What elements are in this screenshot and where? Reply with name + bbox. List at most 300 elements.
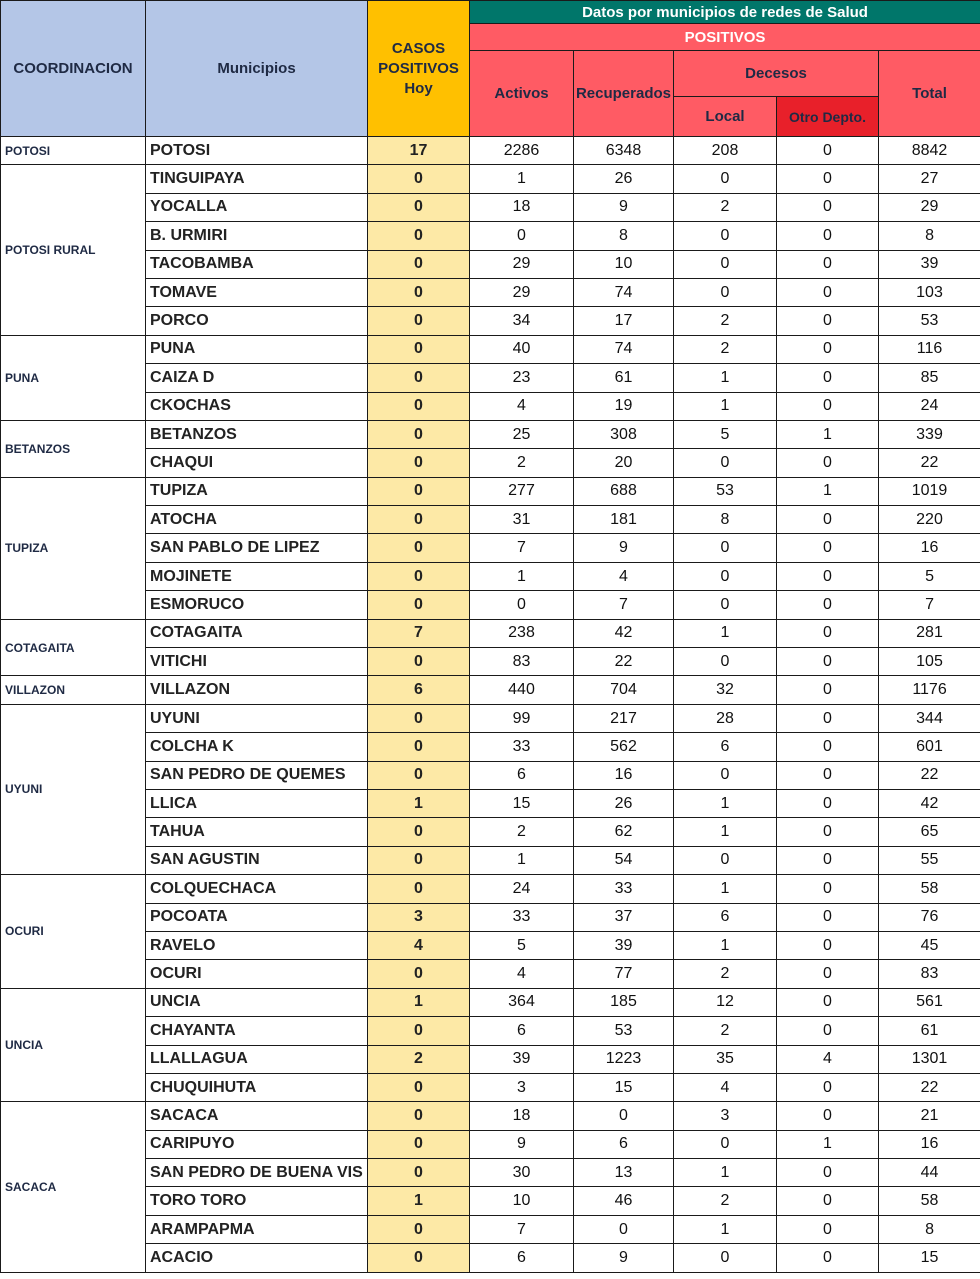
total-cell: 76 <box>879 903 980 931</box>
casos-hoy-cell: 7 <box>368 619 470 647</box>
decesos-local-cell: 1 <box>674 818 777 846</box>
activos-cell: 7 <box>470 1215 574 1243</box>
casos-hoy-cell: 0 <box>368 193 470 221</box>
decesos-otro-cell: 0 <box>777 449 879 477</box>
activos-cell: 9 <box>470 1130 574 1158</box>
decesos-otro-cell: 0 <box>777 335 879 363</box>
casos-hoy-cell: 0 <box>368 222 470 250</box>
municipio-cell: TUPIZA <box>146 477 368 505</box>
total-cell: 55 <box>879 846 980 874</box>
recuperados-cell: 217 <box>574 704 674 732</box>
table-row <box>1 222 980 250</box>
casos-hoy-cell: 6 <box>368 676 470 704</box>
decesos-otro-cell: 0 <box>777 676 879 704</box>
table-row <box>1 420 980 448</box>
decesos-otro-cell: 0 <box>777 165 879 193</box>
table-row <box>1 704 980 732</box>
recuperados-cell: 61 <box>574 364 674 392</box>
decesos-local-cell: 0 <box>674 562 777 590</box>
decesos-local-cell: 35 <box>674 1045 777 1073</box>
total-cell: 83 <box>879 960 980 988</box>
casos-hoy-cell: 0 <box>368 364 470 392</box>
decesos-local-cell: 2 <box>674 1187 777 1215</box>
decesos-local-cell: 0 <box>674 449 777 477</box>
decesos-local-cell: 6 <box>674 903 777 931</box>
municipio-cell: TORO TORO <box>146 1187 368 1215</box>
decesos-otro-cell: 0 <box>777 193 879 221</box>
decesos-local-cell: 5 <box>674 420 777 448</box>
decesos-otro-cell: 0 <box>777 648 879 676</box>
recuperados-cell: 10 <box>574 250 674 278</box>
header-municipios: Municipios <box>146 1 368 137</box>
activos-cell: 34 <box>470 307 574 335</box>
decesos-local-cell: 2 <box>674 960 777 988</box>
activos-cell: 24 <box>470 875 574 903</box>
municipio-cell: LLICA <box>146 789 368 817</box>
decesos-otro-cell: 0 <box>777 1159 879 1187</box>
casos-hoy-cell: 0 <box>368 1159 470 1187</box>
decesos-local-cell: 1 <box>674 875 777 903</box>
activos-cell: 4 <box>470 960 574 988</box>
header-top-title: Datos por municipios de redes de Salud <box>470 1 980 24</box>
total-cell: 339 <box>879 420 980 448</box>
recuperados-cell: 0 <box>574 1215 674 1243</box>
decesos-otro-cell: 1 <box>777 420 879 448</box>
decesos-local-cell: 0 <box>674 165 777 193</box>
recuperados-cell: 20 <box>574 449 674 477</box>
activos-cell: 7 <box>470 534 574 562</box>
casos-hoy-cell: 0 <box>368 1017 470 1045</box>
casos-hoy-cell: 0 <box>368 392 470 420</box>
recuperados-cell: 74 <box>574 278 674 306</box>
casos-hoy-cell: 0 <box>368 591 470 619</box>
coordinacion-cell: UYUNI <box>1 704 146 874</box>
table-row <box>1 988 980 1016</box>
municipio-cell: UYUNI <box>146 704 368 732</box>
recuperados-cell: 33 <box>574 875 674 903</box>
decesos-local-cell: 0 <box>674 534 777 562</box>
table-row <box>1 562 980 590</box>
coordinacion-cell: OCURI <box>1 875 146 989</box>
casos-hoy-cell: 0 <box>368 733 470 761</box>
activos-cell: 15 <box>470 789 574 817</box>
total-cell: 8 <box>879 222 980 250</box>
municipio-cell: SAN PABLO DE LIPEZ <box>146 534 368 562</box>
casos-hoy-cell: 0 <box>368 875 470 903</box>
decesos-otro-cell: 0 <box>777 364 879 392</box>
casos-hoy-cell: 17 <box>368 137 470 165</box>
recuperados-cell: 9 <box>574 534 674 562</box>
recuperados-cell: 37 <box>574 903 674 931</box>
recuperados-cell: 9 <box>574 193 674 221</box>
decesos-local-cell: 1 <box>674 789 777 817</box>
table-row <box>1 307 980 335</box>
decesos-otro-cell: 0 <box>777 1187 879 1215</box>
activos-cell: 39 <box>470 1045 574 1073</box>
decesos-local-cell: 2 <box>674 193 777 221</box>
casos-hoy-cell: 0 <box>368 165 470 193</box>
decesos-local-cell: 2 <box>674 1017 777 1045</box>
decesos-otro-cell: 0 <box>777 1017 879 1045</box>
activos-cell: 1 <box>470 165 574 193</box>
decesos-local-cell: 0 <box>674 250 777 278</box>
recuperados-cell: 15 <box>574 1073 674 1101</box>
municipio-cell: COLCHA K <box>146 733 368 761</box>
casos-hoy-cell: 0 <box>368 846 470 874</box>
coordinacion-cell: SACACA <box>1 1102 146 1272</box>
municipio-cell: TACOBAMBA <box>146 250 368 278</box>
recuperados-cell: 688 <box>574 477 674 505</box>
decesos-otro-cell: 0 <box>777 222 879 250</box>
casos-hoy-cell: 1 <box>368 1187 470 1215</box>
header-activos: Activos <box>470 51 574 137</box>
decesos-otro-cell: 0 <box>777 704 879 732</box>
decesos-otro-cell: 0 <box>777 137 879 165</box>
total-cell: 61 <box>879 1017 980 1045</box>
decesos-otro-cell: 0 <box>777 619 879 647</box>
table-row <box>1 818 980 846</box>
total-cell: 53 <box>879 307 980 335</box>
municipio-cell: POCOATA <box>146 903 368 931</box>
table-row <box>1 1159 980 1187</box>
municipio-cell: ATOCHA <box>146 506 368 534</box>
table-row <box>1 137 980 165</box>
total-cell: 22 <box>879 761 980 789</box>
decesos-otro-cell: 0 <box>777 960 879 988</box>
total-cell: 22 <box>879 449 980 477</box>
municipio-cell: PORCO <box>146 307 368 335</box>
casos-hoy-cell: 0 <box>368 562 470 590</box>
activos-cell: 1 <box>470 846 574 874</box>
table-row <box>1 1215 980 1243</box>
decesos-local-cell: 0 <box>674 1130 777 1158</box>
table-row <box>1 364 980 392</box>
decesos-otro-cell: 0 <box>777 278 879 306</box>
municipio-cell: COLQUECHACA <box>146 875 368 903</box>
casos-hoy-cell: 2 <box>368 1045 470 1073</box>
recuperados-cell: 16 <box>574 761 674 789</box>
decesos-otro-cell: 0 <box>777 562 879 590</box>
decesos-local-cell: 2 <box>674 307 777 335</box>
activos-cell: 33 <box>470 903 574 931</box>
decesos-local-cell: 2 <box>674 335 777 363</box>
decesos-local-cell: 4 <box>674 1073 777 1101</box>
total-cell: 58 <box>879 875 980 903</box>
decesos-local-cell: 0 <box>674 761 777 789</box>
total-cell: 65 <box>879 818 980 846</box>
decesos-local-cell: 1 <box>674 1159 777 1187</box>
total-cell: 39 <box>879 250 980 278</box>
total-cell: 8842 <box>879 137 980 165</box>
decesos-otro-cell: 0 <box>777 875 879 903</box>
recuperados-cell: 26 <box>574 789 674 817</box>
decesos-otro-cell: 0 <box>777 534 879 562</box>
decesos-otro-cell: 0 <box>777 789 879 817</box>
activos-cell: 5 <box>470 931 574 959</box>
casos-hoy-cell: 0 <box>368 250 470 278</box>
table-row <box>1 931 980 959</box>
activos-cell: 6 <box>470 1244 574 1272</box>
decesos-local-cell: 0 <box>674 222 777 250</box>
table-row <box>1 278 980 306</box>
recuperados-cell: 46 <box>574 1187 674 1215</box>
municipio-cell: SACACA <box>146 1102 368 1130</box>
total-cell: 24 <box>879 392 980 420</box>
casos-hoy-cell: 0 <box>368 1215 470 1243</box>
table-row <box>1 250 980 278</box>
total-cell: 58 <box>879 1187 980 1215</box>
activos-cell: 83 <box>470 648 574 676</box>
casos-hoy-cell: 0 <box>368 761 470 789</box>
municipio-cell: B. URMIRI <box>146 222 368 250</box>
activos-cell: 1 <box>470 562 574 590</box>
recuperados-cell: 185 <box>574 988 674 1016</box>
activos-cell: 2 <box>470 449 574 477</box>
municipio-cell: SAN AGUSTIN <box>146 846 368 874</box>
table-row <box>1 733 980 761</box>
activos-cell: 6 <box>470 761 574 789</box>
table-row <box>1 1244 980 1272</box>
coordinacion-cell: COTAGAITA <box>1 619 146 676</box>
municipio-cell: VITICHI <box>146 648 368 676</box>
activos-cell: 0 <box>470 222 574 250</box>
casos-hoy-cell: 0 <box>368 704 470 732</box>
table-row <box>1 534 980 562</box>
activos-cell: 4 <box>470 392 574 420</box>
decesos-otro-cell: 0 <box>777 733 879 761</box>
casos-hoy-cell: 3 <box>368 903 470 931</box>
table-row <box>1 1045 980 1073</box>
total-cell: 1301 <box>879 1045 980 1073</box>
recuperados-cell: 13 <box>574 1159 674 1187</box>
header-positivos: POSITIVOS <box>470 24 980 51</box>
recuperados-cell: 4 <box>574 562 674 590</box>
municipio-cell: TAHUA <box>146 818 368 846</box>
total-cell: 220 <box>879 506 980 534</box>
activos-cell: 99 <box>470 704 574 732</box>
recuperados-cell: 54 <box>574 846 674 874</box>
table-row <box>1 960 980 988</box>
coordinacion-cell: BETANZOS <box>1 420 146 477</box>
decesos-otro-cell: 0 <box>777 307 879 335</box>
table-row <box>1 477 980 505</box>
municipio-cell: UNCIA <box>146 988 368 1016</box>
recuperados-cell: 62 <box>574 818 674 846</box>
activos-cell: 364 <box>470 988 574 1016</box>
table-row <box>1 506 980 534</box>
municipio-cell: MOJINETE <box>146 562 368 590</box>
header-local: Local <box>674 97 777 137</box>
casos-hoy-cell: 0 <box>368 307 470 335</box>
casos-hoy-cell: 0 <box>368 818 470 846</box>
total-cell: 8 <box>879 1215 980 1243</box>
casos-hoy-cell: 0 <box>368 420 470 448</box>
table-body <box>1 137 980 1273</box>
recuperados-cell: 17 <box>574 307 674 335</box>
recuperados-cell: 39 <box>574 931 674 959</box>
header-otro-depto: Otro Depto. <box>777 97 879 137</box>
decesos-local-cell: 32 <box>674 676 777 704</box>
activos-cell: 29 <box>470 250 574 278</box>
table-row <box>1 1102 980 1130</box>
casos-hoy-cell: 0 <box>368 1130 470 1158</box>
municipio-cell: SAN PEDRO DE QUEMES <box>146 761 368 789</box>
decesos-local-cell: 208 <box>674 137 777 165</box>
casos-hoy-cell: 0 <box>368 449 470 477</box>
municipio-cell: VILLAZON <box>146 676 368 704</box>
coordinacion-cell: PUNA <box>1 335 146 420</box>
recuperados-cell: 74 <box>574 335 674 363</box>
municipio-cell: ESMORUCO <box>146 591 368 619</box>
header-decesos: Decesos <box>674 51 879 97</box>
municipio-cell: TOMAVE <box>146 278 368 306</box>
activos-cell: 40 <box>470 335 574 363</box>
table-row <box>1 1017 980 1045</box>
activos-cell: 238 <box>470 619 574 647</box>
decesos-otro-cell: 0 <box>777 931 879 959</box>
decesos-local-cell: 0 <box>674 591 777 619</box>
activos-cell: 6 <box>470 1017 574 1045</box>
municipio-cell: TINGUIPAYA <box>146 165 368 193</box>
decesos-otro-cell: 0 <box>777 591 879 619</box>
total-cell: 601 <box>879 733 980 761</box>
activos-cell: 277 <box>470 477 574 505</box>
recuperados-cell: 19 <box>574 392 674 420</box>
total-cell: 281 <box>879 619 980 647</box>
total-cell: 7 <box>879 591 980 619</box>
decesos-otro-cell: 0 <box>777 761 879 789</box>
decesos-otro-cell: 0 <box>777 1215 879 1243</box>
decesos-local-cell: 53 <box>674 477 777 505</box>
municipio-cell: BETANZOS <box>146 420 368 448</box>
decesos-local-cell: 0 <box>674 846 777 874</box>
decesos-local-cell: 0 <box>674 1244 777 1272</box>
decesos-local-cell: 0 <box>674 648 777 676</box>
municipio-cell: SAN PEDRO DE BUENA VIS <box>146 1159 368 1187</box>
recuperados-cell: 9 <box>574 1244 674 1272</box>
total-cell: 1176 <box>879 676 980 704</box>
municipio-cell: CARIPUYO <box>146 1130 368 1158</box>
casos-hoy-cell: 0 <box>368 477 470 505</box>
coordinacion-cell: POTOSI RURAL <box>1 165 146 335</box>
activos-cell: 0 <box>470 591 574 619</box>
activos-cell: 18 <box>470 193 574 221</box>
table-row <box>1 392 980 420</box>
casos-hoy-cell: 1 <box>368 789 470 817</box>
municipio-cell: ARAMPAPMA <box>146 1215 368 1243</box>
table-row <box>1 761 980 789</box>
decesos-local-cell: 28 <box>674 704 777 732</box>
header-recuperados: Recuperados <box>574 51 674 137</box>
municipio-cell: YOCALLA <box>146 193 368 221</box>
recuperados-cell: 1223 <box>574 1045 674 1073</box>
total-cell: 45 <box>879 931 980 959</box>
table-row <box>1 846 980 874</box>
recuperados-cell: 6 <box>574 1130 674 1158</box>
table-row <box>1 165 980 193</box>
total-cell: 5 <box>879 562 980 590</box>
activos-cell: 3 <box>470 1073 574 1101</box>
casos-hoy-cell: 0 <box>368 1102 470 1130</box>
municipio-cell: OCURI <box>146 960 368 988</box>
decesos-local-cell: 8 <box>674 506 777 534</box>
decesos-local-cell: 1 <box>674 619 777 647</box>
casos-hoy-cell: 0 <box>368 534 470 562</box>
total-cell: 1019 <box>879 477 980 505</box>
municipio-cell: COTAGAITA <box>146 619 368 647</box>
total-cell: 29 <box>879 193 980 221</box>
total-cell: 16 <box>879 1130 980 1158</box>
municipio-cell: RAVELO <box>146 931 368 959</box>
recuperados-cell: 77 <box>574 960 674 988</box>
header-casos-hoy: CASOS POSITIVOS Hoy <box>368 1 470 137</box>
table-row <box>1 789 980 817</box>
coordinacion-cell: UNCIA <box>1 988 146 1102</box>
decesos-otro-cell: 0 <box>777 988 879 1016</box>
activos-cell: 2286 <box>470 137 574 165</box>
total-cell: 27 <box>879 165 980 193</box>
casos-hoy-cell: 4 <box>368 931 470 959</box>
recuperados-cell: 704 <box>574 676 674 704</box>
municipio-cell: CHAYANTA <box>146 1017 368 1045</box>
table-row <box>1 1073 980 1101</box>
table-row <box>1 903 980 931</box>
header-coordinacion: COORDINACION <box>1 1 146 137</box>
activos-cell: 18 <box>470 1102 574 1130</box>
total-cell: 22 <box>879 1073 980 1101</box>
casos-hoy-cell: 0 <box>368 1244 470 1272</box>
table-row <box>1 449 980 477</box>
casos-hoy-cell: 0 <box>368 960 470 988</box>
total-cell: 116 <box>879 335 980 363</box>
coordinacion-cell: TUPIZA <box>1 477 146 619</box>
decesos-otro-cell: 4 <box>777 1045 879 1073</box>
table-row <box>1 1130 980 1158</box>
recuperados-cell: 22 <box>574 648 674 676</box>
decesos-otro-cell: 1 <box>777 477 879 505</box>
recuperados-cell: 42 <box>574 619 674 647</box>
recuperados-cell: 562 <box>574 733 674 761</box>
total-cell: 21 <box>879 1102 980 1130</box>
decesos-otro-cell: 1 <box>777 1130 879 1158</box>
activos-cell: 440 <box>470 676 574 704</box>
activos-cell: 31 <box>470 506 574 534</box>
decesos-otro-cell: 0 <box>777 506 879 534</box>
total-cell: 561 <box>879 988 980 1016</box>
activos-cell: 25 <box>470 420 574 448</box>
decesos-local-cell: 1 <box>674 392 777 420</box>
municipio-cell: CHAQUI <box>146 449 368 477</box>
recuperados-cell: 53 <box>574 1017 674 1045</box>
activos-cell: 2 <box>470 818 574 846</box>
table-row <box>1 1187 980 1215</box>
activos-cell: 30 <box>470 1159 574 1187</box>
activos-cell: 29 <box>470 278 574 306</box>
municipio-cell: PUNA <box>146 335 368 363</box>
decesos-local-cell: 3 <box>674 1102 777 1130</box>
decesos-otro-cell: 0 <box>777 392 879 420</box>
table-row <box>1 676 980 704</box>
header-total: Total <box>879 51 980 137</box>
table-header <box>1 1 980 137</box>
recuperados-cell: 6348 <box>574 137 674 165</box>
decesos-local-cell: 6 <box>674 733 777 761</box>
table-row <box>1 193 980 221</box>
decesos-local-cell: 1 <box>674 364 777 392</box>
total-cell: 344 <box>879 704 980 732</box>
decesos-otro-cell: 0 <box>777 846 879 874</box>
total-cell: 15 <box>879 1244 980 1272</box>
